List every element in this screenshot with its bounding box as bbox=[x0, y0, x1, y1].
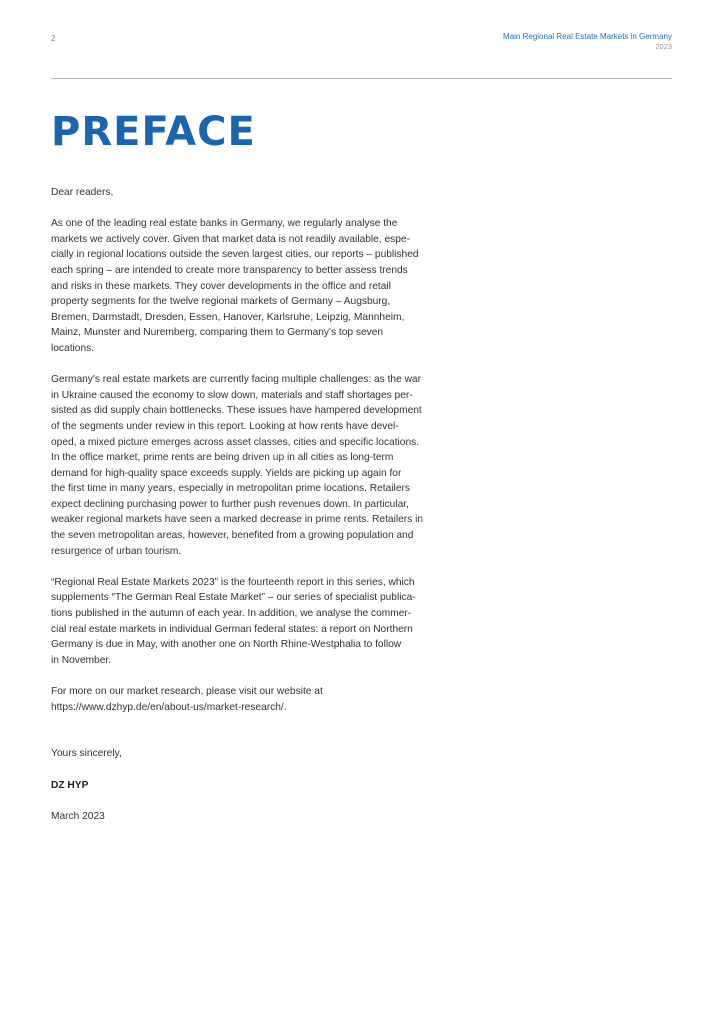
text-line: and risks in these markets. They cover developments in the office and retail bbox=[51, 280, 391, 292]
running-header-year: 2023 bbox=[655, 42, 672, 51]
text-line: cially in regional locations outside the seven largest cities, our reports – published bbox=[51, 249, 419, 261]
text-line: Germany's real estate markets are currently facing multiple challenges: as the war bbox=[51, 374, 421, 386]
paragraph-report-series bbox=[51, 575, 469, 669]
text-line: in November. bbox=[51, 654, 112, 666]
text-line: tions published in the autumn of each year. In addition, we analyse the commer- bbox=[51, 608, 412, 620]
text-line: oped, a mixed picture emerges across asset classes, cities and specific locations. bbox=[51, 436, 420, 448]
running-header bbox=[503, 32, 672, 52]
header-divider bbox=[51, 78, 672, 79]
paragraph-market-challenges bbox=[51, 372, 469, 559]
closing: Yours sincerely, bbox=[51, 748, 122, 760]
text-line: resurgence of urban tourism. bbox=[51, 545, 182, 557]
salutation: Dear readers, bbox=[51, 187, 114, 198]
text-line: cial real estate markets in individual German federal states: a report on Northern bbox=[51, 623, 413, 635]
date: March 2023 bbox=[51, 810, 105, 822]
text-line: each spring – are intended to create more transparency to better assess trends bbox=[51, 264, 408, 276]
text-line: locations. bbox=[51, 342, 95, 354]
text-line: the seven metropolitan areas, however, benefited from a growing population and bbox=[51, 530, 414, 542]
text-line: expect declining purchasing power to further push revenues down. In particular, bbox=[51, 498, 409, 510]
text-line: Germany is due in May, with another one on North Rhine-Westphalia to follow bbox=[51, 639, 402, 651]
text-line: of the segments under review in this report. Looking at how rents have devel- bbox=[51, 420, 399, 432]
text-line: sisted as did supply chain bottlenecks. These issues have hampered development bbox=[51, 405, 422, 417]
text-line: markets we actively cover. Given that market data is not readily available, espe- bbox=[51, 233, 410, 245]
website-url: https://www.dzhyp.de/en/about-us/market-research/. bbox=[51, 701, 287, 713]
paragraph-website bbox=[51, 684, 469, 715]
letter-body bbox=[51, 185, 469, 824]
text-line: For more on our market research, please visit our website at bbox=[51, 686, 323, 697]
text-line: As one of the leading real estate banks in Germany, we regularly analyse the bbox=[51, 218, 398, 230]
text-line: In the office market, prime rents are being driven up in all cities as long-term bbox=[51, 452, 394, 464]
text-line: demand for high-quality space exceeds supply. Yields are picking up again for bbox=[51, 467, 402, 479]
text-line: property segments for the twelve regional markets of Germany – Augsburg, bbox=[51, 296, 391, 308]
text-line: Mainz, Munster and Nuremberg, comparing them to Germany's top seven bbox=[51, 327, 384, 339]
text-line: Bremen, Darmstadt, Dresden, Essen, Hanover, Karlsruhe, Leipzig, Mannheim, bbox=[51, 311, 405, 323]
paragraph-intro bbox=[51, 216, 469, 356]
signature: DZ HYP bbox=[51, 779, 89, 791]
running-header-title: Main Regional Real Estate Markets in Germany bbox=[503, 32, 672, 41]
page-number: 2 bbox=[51, 34, 56, 43]
page-title: PREFACE bbox=[51, 109, 256, 155]
text-line: the first time in many years, especially in metropolitan prime locations. Retailers bbox=[51, 483, 410, 495]
text-line: in Ukraine caused the economy to slow down, materials and staff shortages per- bbox=[51, 389, 413, 401]
text-line: weaker regional markets have seen a marked decrease in prime rents. Retailers in bbox=[51, 514, 424, 526]
text-line: supplements “The German Real Estate Market” – our series of specialist publica- bbox=[51, 592, 416, 604]
text-line: “Regional Real Estate Markets 2023” is the fourteenth report in this series, which bbox=[51, 576, 415, 588]
